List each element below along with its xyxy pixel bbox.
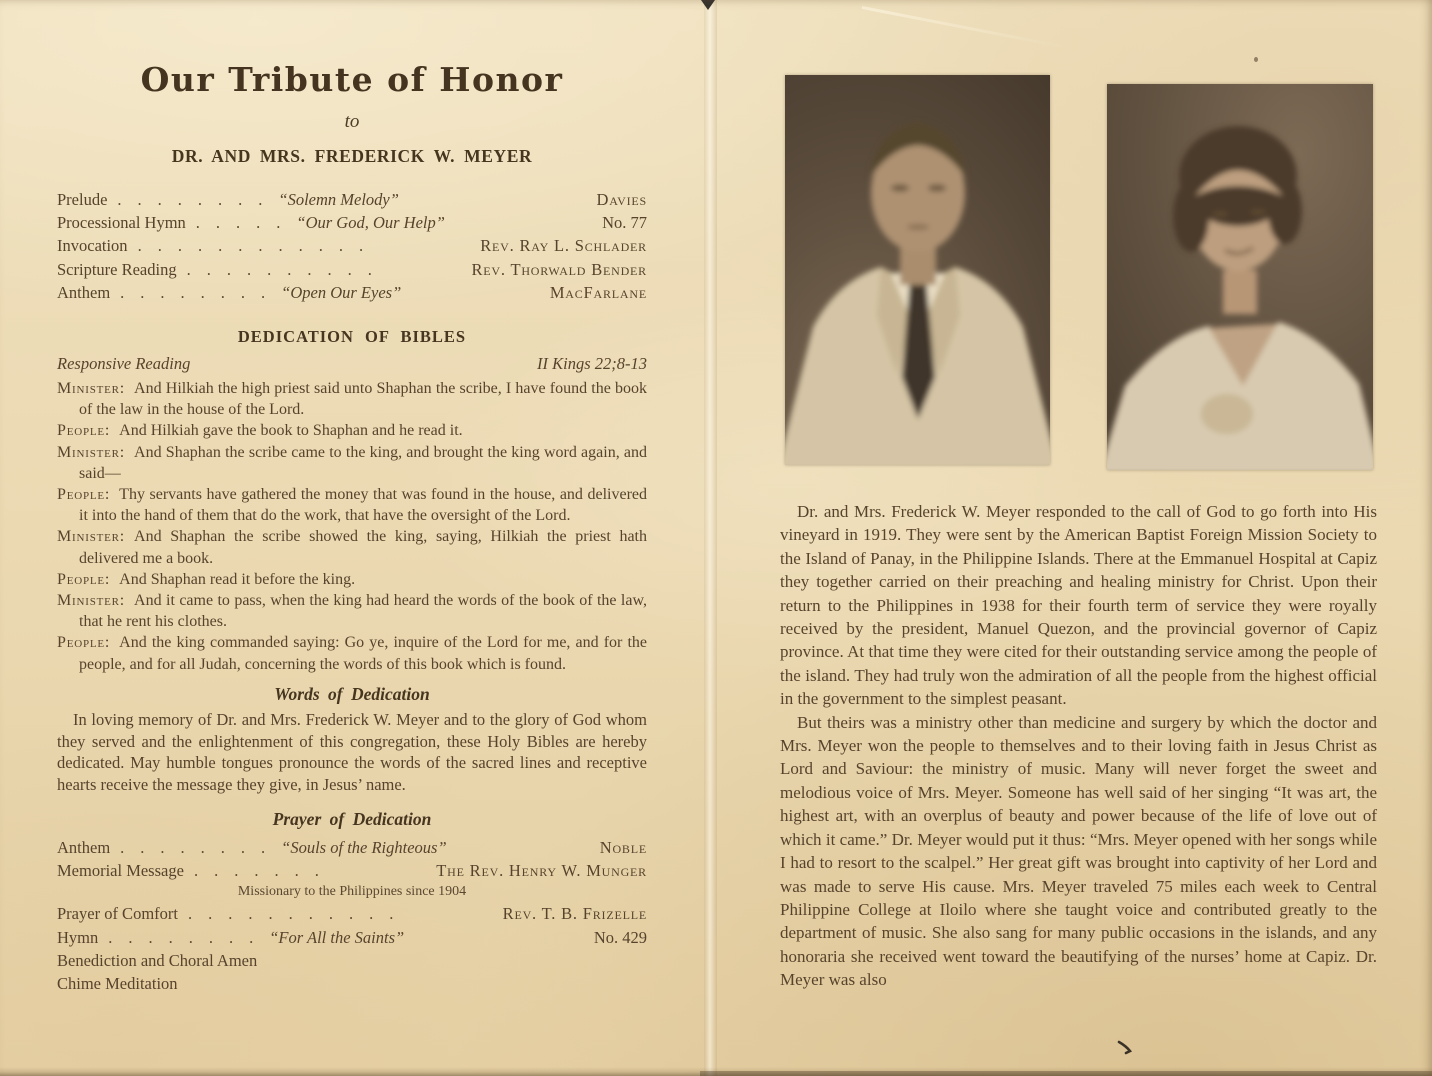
speaker-label: People: [57, 422, 111, 440]
program-item-label: Anthem [57, 282, 111, 302]
program-note: Missionary to the Philippines since 1904 [237, 884, 467, 900]
biography-text [780, 500, 1377, 992]
program-item-label: Memorial Message [57, 861, 184, 881]
program-credit: Rev. Thorwald Bender [471, 259, 647, 279]
program-line [57, 972, 647, 995]
dot-leader: ........ [120, 282, 282, 302]
dot-leader: ........ [117, 190, 279, 209]
program-credit: The Rev. Henry W. Munger [436, 861, 647, 881]
dot-leader: ....... [193, 861, 335, 881]
paper-bottom-edge-dark [700, 1071, 1432, 1076]
mrs-meyer-portrait-image [1107, 84, 1373, 470]
dedication-heading: DEDICATION OF BIBLES [237, 327, 467, 347]
responsive-reading-verse: People: And Shaphan read it before the king. [57, 570, 356, 588]
speaker-label: People: [57, 570, 111, 588]
program-line [57, 258, 647, 281]
center-fold-crease [704, 0, 717, 1076]
prayer-of-dedication-heading: Prayer of Dedication [272, 809, 432, 830]
speaker-label: People: [57, 634, 111, 652]
program-line [57, 211, 647, 234]
program-piece-title: “Our God, Our Help” [296, 213, 445, 233]
program-item-label: Invocation [57, 236, 128, 256]
speaker-label: Minister: [57, 592, 126, 610]
dot-leader: ........ [108, 927, 270, 947]
program-credit: MacFarlane [549, 282, 647, 302]
page-title: Our Tribute of Honor [140, 60, 564, 99]
pen-stroke [1117, 1040, 1137, 1056]
scripture-reference: II Kings 22;8-13 [537, 354, 647, 374]
program-item-label: Hymn [57, 927, 99, 947]
program-item-label: Scripture Reading [57, 259, 177, 279]
speaker-label: Minister: [57, 528, 126, 546]
speaker-label: People: [57, 486, 111, 504]
words-of-dedication-heading: Words of Dedication [274, 683, 430, 704]
mrs-meyer-photo [1107, 84, 1373, 470]
program-item-label: Benediction and Choral Amen [57, 950, 258, 970]
biography-paragraph: But theirs was a ministry other than medicine and surgery by which the doctor and Mrs. Meyer won the people to themselves and to their loving faith in Jesus Christ as Lord and Saviour: the ministry of music. Many will never forget the sweet and melodious voice of Mrs. Meyer. Someone has well said of her singing “It was art, the highest art, with an overplus of beauty and power because of the life of love out of which it came.” Dr. Meyer would put it thus: “Mrs. Meyer opened with her songs while I had to resort to the scalpel.” Her great gift was brought into captivity of her Lord and was made to serve His cause. Mrs. Meyer traveled 75 miles each week to Central Philippine College at Iloilo where she taught voice and contributed greatly to the department of music. She also sang for many public occasions in the islands, and any honoraria she received went toward the beautifying of the nurses’ home at Capiz. Dr. Meyer was also [780, 712, 1377, 990]
program-line [57, 859, 647, 882]
dr-meyer-photo [785, 75, 1050, 465]
pen-mark [1117, 1040, 1137, 1056]
dr-meyer-portrait-image [785, 75, 1050, 465]
responsive-reading-verse: People: And the king commanded saying: Go ye, inquire of the Lord for me, and for the people, and for all Judah, concerning the words of this book which is found. [57, 634, 647, 673]
opening-program [57, 188, 647, 304]
program-piece-title: “Open Our Eyes” [281, 282, 402, 302]
closing-program [57, 836, 647, 995]
responsive-reading-verse: Minister: And Shaphan the scribe showed the king, saying, Hilkiah the priest hath delivered me a book. [57, 528, 647, 567]
program-item-label: Chime Meditation [57, 974, 178, 994]
program-credit: Davies [596, 190, 647, 209]
dot-leader: .......... [186, 259, 388, 279]
program-credit: No. 77 [602, 213, 647, 233]
paper-crease [862, 6, 1069, 49]
responsive-reading-verse: Minister: And Shaphan the scribe came to the king, and brought the king word again, and said— [57, 443, 647, 482]
program-line [57, 234, 647, 257]
dot-leader: ..... [195, 213, 297, 233]
responsive-reading-verse: People: Thy servants have gathered the money that was found in the house, and delivered it into the hand of them that do the work, that have the oversight of the Lord. [57, 486, 647, 525]
responsive-reading-verse: Minister: And Hilkiah the high priest said unto Shaphan the scribe, I have found the book of the law in the house of the Lord. [57, 380, 647, 419]
responsive-reading-label: Responsive Reading [57, 354, 191, 374]
responsive-reading-verse: Minister: And it came to pass, when the king had heard the words of the book of the law, that he rent his clothes. [57, 592, 647, 631]
program-line [57, 949, 647, 972]
program-line [57, 281, 647, 304]
title-to: to [344, 111, 360, 132]
program-item-label: Prelude [57, 190, 108, 209]
page-left [57, 62, 647, 995]
program-item-label: Prayer of Comfort [57, 904, 178, 924]
program-credit: Noble [599, 838, 647, 858]
dot-leader: ........ [120, 838, 282, 858]
program-credit: No. 429 [593, 927, 647, 947]
dot-leader: ............ [137, 236, 380, 256]
honorees-line: DR. AND MRS. FREDERICK W. MEYER [171, 146, 533, 166]
speaker-label: Minister: [57, 443, 126, 461]
responsive-reading-verse: People: And Hilkiah gave the book to Shaphan and he read it. [57, 422, 463, 440]
program-line [57, 188, 647, 211]
program-line [57, 836, 647, 859]
program-line [57, 926, 647, 949]
program-credit: Rev. Ray L. Schlader [480, 236, 647, 256]
responsive-reading-row [57, 353, 647, 375]
program-line [57, 902, 647, 925]
program-piece-title: “For All the Saints” [269, 927, 405, 947]
program-item-label: Anthem [57, 838, 111, 858]
biography-paragraph: Dr. and Mrs. Frederick W. Meyer responded to the call of God to go forth into His vineyard in 1919. They were sent by the American Baptist Foreign Mission Society to the Island of Panay, in the Philippine Islands. There at the Emmanuel Hospital at Capiz they together carried on their preaching and healing ministry for Christ. Upon their return to the Philippines in 1938 for their fourth term of service they were royally received by the president, Manuel Quezon, and the provincial governor of Capiz province. At that time they were cited for their outstanding service among the people of the island. They had truly won the admiration of all the people from the highest official in the government to the simplest peasant. [780, 502, 1377, 709]
speaker-label: Minister: [57, 380, 126, 398]
dot-leader: ........... [187, 904, 410, 924]
paper-bottom-edge [0, 1067, 1432, 1076]
paper-speck [1254, 57, 1258, 62]
program-item-label: Processional Hymn [57, 213, 186, 233]
program-piece-title: “Souls of the Righteous” [281, 838, 447, 858]
words-of-dedication-text: In loving memory of Dr. and Mrs. Frederick W. Meyer and to the glory of God whom they served and the enlightenment of this congregation, these Holy Bibles are hereby dedicated. May humble tongues pronounce the words of the sacred lines and receptive hearts receive the message they give, in Jesus’ name. [57, 709, 647, 795]
program-piece-title: “Solemn Melody” [278, 190, 399, 209]
program-credit: Rev. T. B. Frizelle [502, 904, 647, 924]
responsive-reading [57, 378, 647, 675]
binding-notch-mark [701, 0, 715, 10]
